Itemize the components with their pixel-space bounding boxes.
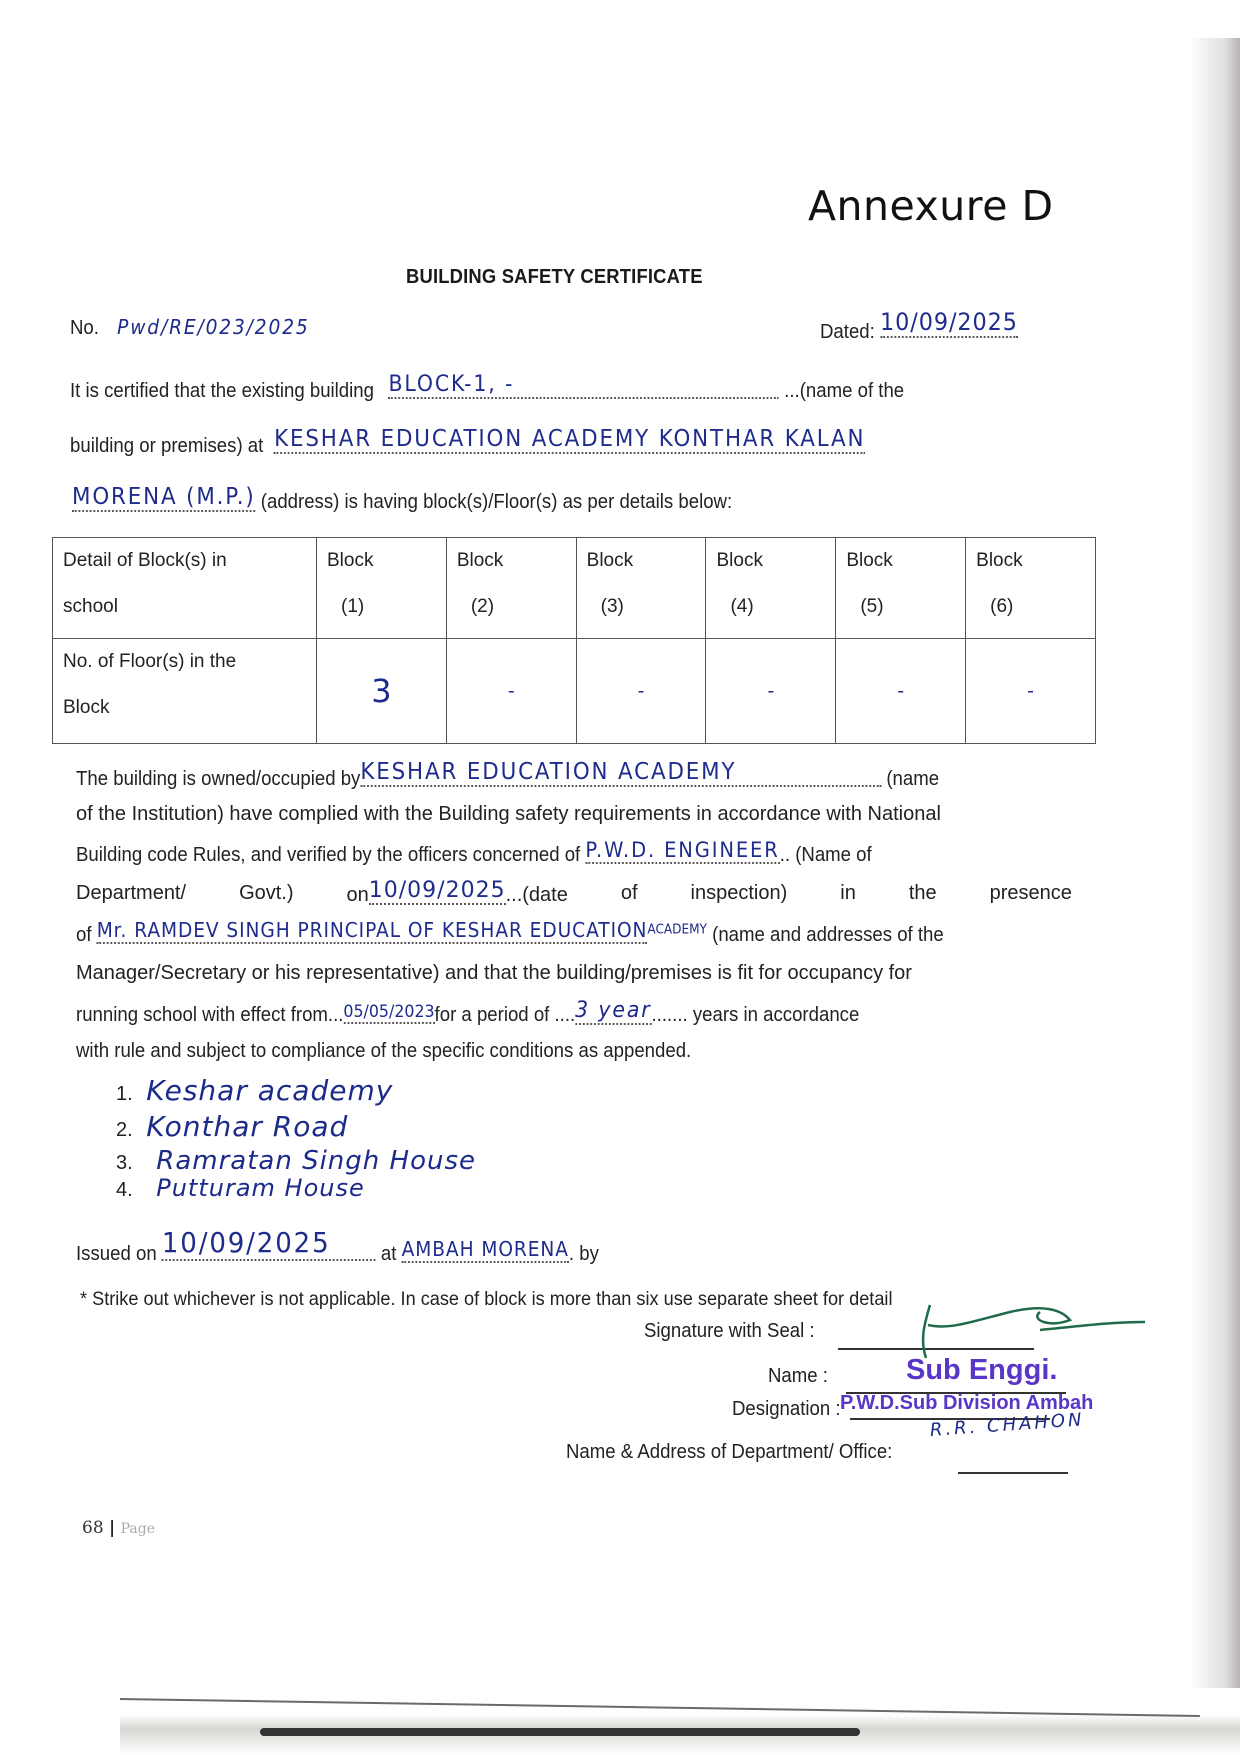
intro-text: building or premises) at — [70, 435, 264, 457]
table-header-block-5: Block (5) — [836, 538, 966, 639]
issued-place-value: AMBAH MORENA — [401, 1237, 569, 1261]
body-line-4 — [76, 878, 1072, 909]
inspection-date-value: 10/09/2025 — [368, 878, 506, 903]
page-edge-shadow — [1190, 38, 1240, 1738]
body-text: the — [908, 882, 937, 904]
table-header-block-3: Block (3) — [576, 538, 706, 639]
representative-superscript: ACADEMY — [647, 922, 707, 938]
body-text: Building code Rules, and verified by the officers concerned of — [76, 844, 581, 866]
floors-block-3: - — [576, 639, 706, 744]
table-row — [53, 538, 1096, 639]
table-header-block-4: Block (4) — [706, 538, 836, 639]
label-text: Block — [63, 697, 110, 718]
body-text: Department/ — [76, 882, 187, 904]
body-line-2: of the Institution) have complied with the Building safety requirements in accordance with National — [76, 803, 941, 825]
body-text: in — [840, 882, 856, 904]
signature-label: Signature with Seal : — [644, 1320, 815, 1342]
department-value: P.W.D. ENGINEER — [585, 838, 780, 862]
body-line-7 — [76, 998, 860, 1029]
body-text: inspection) — [690, 882, 788, 904]
table-header-block-6: Block (6) — [966, 538, 1096, 639]
institution-value: KESHAR EDUCATION ACADEMY — [360, 759, 881, 787]
number-value: Pwd/RE/023/2025 — [117, 315, 310, 339]
body-text: on — [346, 884, 369, 906]
signature-stroke — [923, 1305, 1145, 1358]
intro-text: ...(name of the — [784, 380, 905, 402]
issued-date-value: 10/09/2025 — [162, 1226, 376, 1261]
floors-block-5: - — [836, 639, 966, 744]
body-text: ....... years in accordance — [651, 1004, 860, 1026]
body-text: of — [620, 882, 638, 904]
body-line-8: with rule and subject to compliance of the specific conditions as appended. — [76, 1040, 692, 1062]
body-text: presence — [989, 882, 1072, 904]
issued-at-label: at — [380, 1243, 397, 1265]
table-header-block-2: Block (2) — [446, 538, 576, 639]
body-text: .. (Name of — [779, 844, 872, 866]
signature-scribble — [890, 1300, 1150, 1360]
floors-block-2: - — [446, 639, 576, 744]
body-text: Govt.) — [239, 882, 294, 904]
body-text: of — [76, 924, 92, 946]
table-cell-label — [53, 639, 317, 744]
intro-line-2 — [70, 426, 866, 460]
issued-by-label: . by — [568, 1243, 599, 1265]
footer-separator: | — [109, 1518, 116, 1538]
page-label: Page — [120, 1521, 156, 1537]
dated-field — [820, 308, 1018, 346]
page-footer — [82, 1518, 155, 1538]
label-text: school — [63, 596, 118, 617]
condition-item: 4. Putturam House — [116, 1174, 365, 1202]
intro-line-1 — [70, 372, 905, 405]
dated-label: Dated: — [820, 321, 875, 343]
intro-text: It is certified that the existing building — [70, 380, 374, 402]
block-details-table — [52, 537, 1096, 744]
body-text: (name — [886, 768, 940, 790]
annexure-heading: Annexure D — [808, 182, 1054, 230]
condition-item: 2. Konthar Road — [116, 1110, 349, 1143]
condition-item: 3. Ramratan Singh House — [116, 1146, 476, 1176]
name-stamp: Sub Enggi. — [906, 1354, 1058, 1386]
condition-item: 1. Keshar academy — [116, 1074, 394, 1107]
floors-block-6: - — [966, 639, 1096, 744]
floors-block-1: 3 — [317, 639, 447, 744]
body-text: running school with effect from... — [76, 1004, 344, 1026]
designation-stamp: P.W.D.Sub Division Ambah — [840, 1392, 1094, 1414]
address-line-2-value: MORENA (M.P.) — [72, 484, 256, 510]
handwritten-officer-name: R.R. CHAHON — [929, 1409, 1086, 1441]
label-text: Detail of Block(s) in — [63, 550, 227, 571]
table-header-block-1: Block (1) — [317, 538, 447, 639]
dated-value: 10/09/2025 — [879, 308, 1018, 336]
floors-block-4: - — [706, 639, 836, 744]
address-line-1-value: KESHAR EDUCATION ACADEMY KONTHAR KALAN — [274, 426, 866, 452]
issued-line — [76, 1226, 599, 1269]
building-name-value: BLOCK-1, - — [388, 372, 779, 399]
body-text: for a period of .... — [434, 1004, 576, 1026]
effect-from-value: 05/05/2023 — [343, 1002, 435, 1022]
body-text: (name and addresses of the — [712, 924, 944, 946]
office-line — [958, 1472, 1068, 1474]
conditions-list — [116, 1074, 476, 1202]
table-row — [53, 639, 1096, 744]
body-text: The building is owned/occupied by — [76, 768, 361, 790]
certificate-number — [70, 315, 310, 340]
period-value: 3 year — [575, 998, 652, 1023]
table-cell-label — [53, 538, 317, 639]
designation-label: Designation : — [732, 1398, 841, 1420]
body-text: ...(date — [505, 884, 568, 906]
representative-value: Mr. RAMDEV SINGH PRINCIPAL OF KESHAR EDUCATION — [96, 918, 648, 942]
name-label: Name : — [768, 1365, 828, 1387]
page-number: 68 — [82, 1518, 104, 1538]
certificate-title: BUILDING SAFETY CERTIFICATE — [406, 266, 703, 288]
body-line-5 — [76, 918, 944, 948]
intro-line-3 — [72, 484, 733, 516]
intro-text: (address) is having block(s)/Floor(s) as per details below: — [260, 491, 733, 513]
page-bottom-edge — [120, 1688, 1240, 1755]
footnote: * Strike out whichever is not applicable. In case of block is more than six use separate sheet for detail — [80, 1288, 893, 1310]
office-label: Name & Address of Department/ Office: — [566, 1441, 893, 1463]
body-line-3 — [76, 838, 872, 868]
body-line-6: Manager/Secretary or his representative) and that the building/premises is fit for occupancy for — [76, 962, 912, 984]
number-label: No. — [70, 317, 99, 339]
label-text: No. of Floor(s) in the — [63, 651, 237, 672]
body-line-1 — [76, 759, 940, 793]
issued-label: Issued on — [76, 1243, 157, 1265]
